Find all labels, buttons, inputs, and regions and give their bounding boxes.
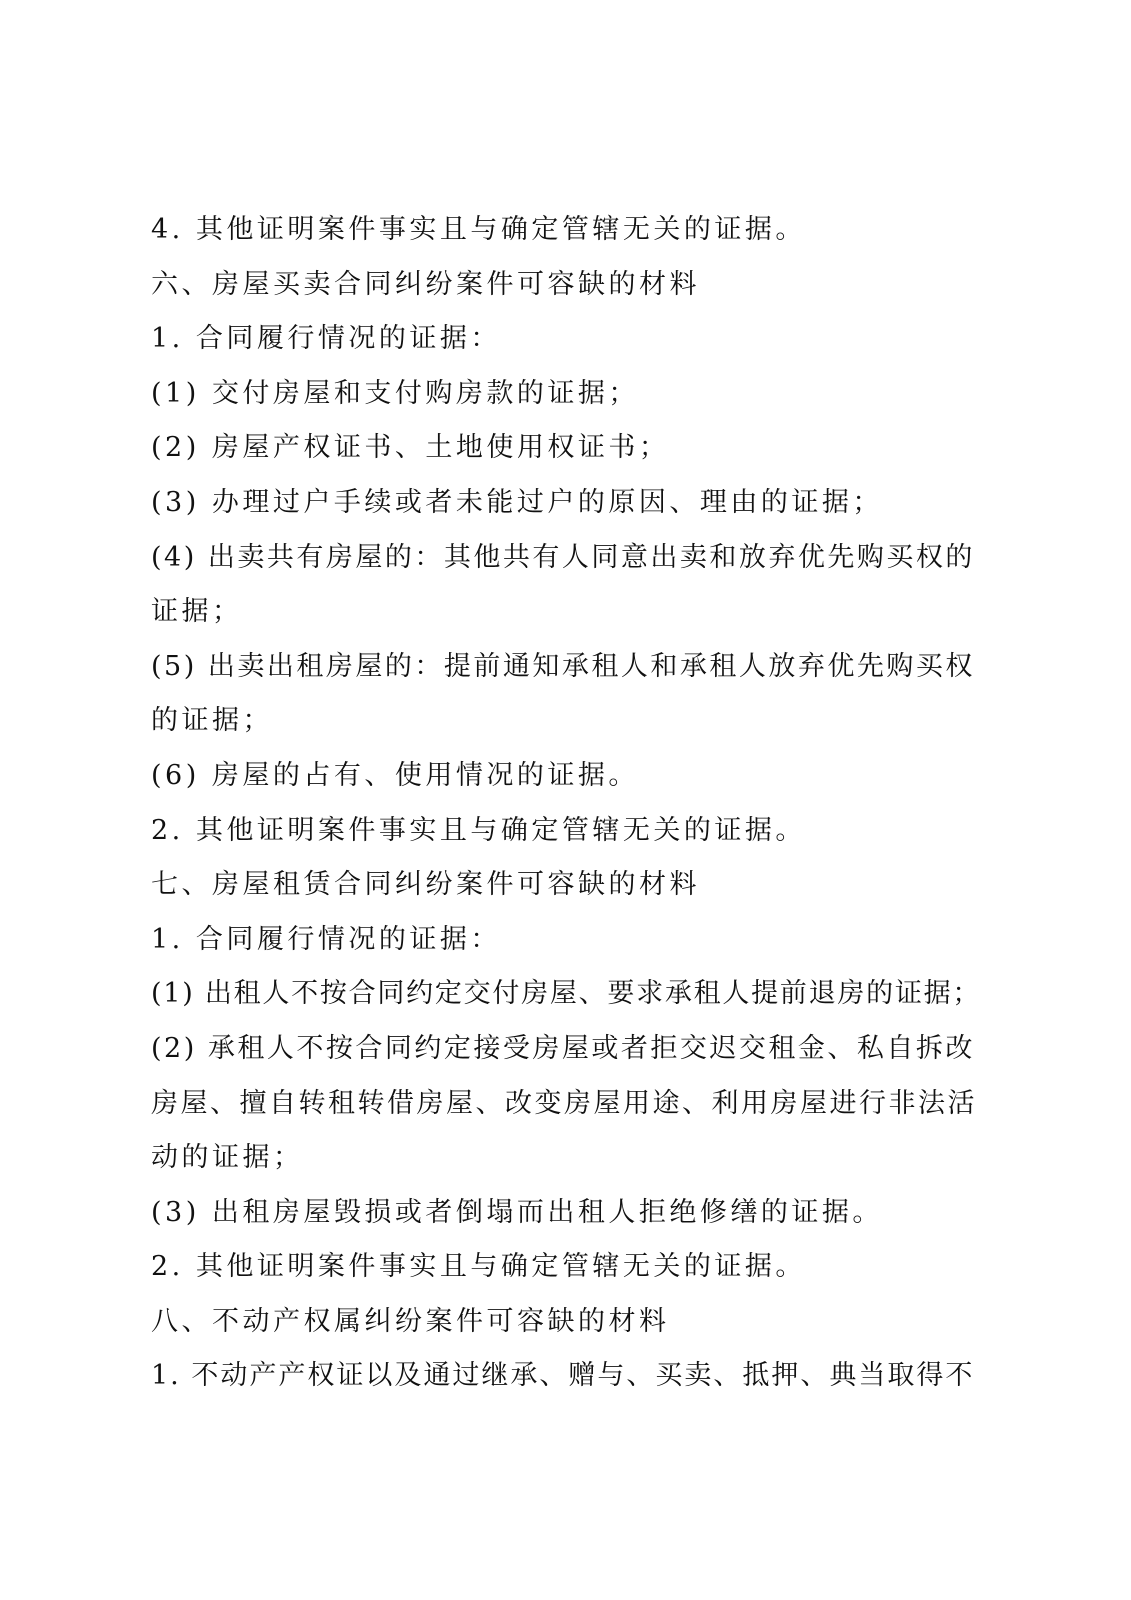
sub-item-5: (5) 出卖出租房屋的：提前通知承租人和承租人放弃优先购买权 bbox=[151, 650, 975, 682]
sub-item-5-continued: 的证据； bbox=[151, 705, 273, 737]
list-item-1-contract-performance: 1. 合同履行情况的证据： bbox=[151, 323, 501, 355]
sub-item-3: (3) 出租房屋毁损或者倒塌而出租人拒绝修缮的证据。 bbox=[151, 1196, 883, 1228]
sub-item-6: (6) 房屋的占有、使用情况的证据。 bbox=[151, 759, 639, 791]
section-heading-8: 八、不动产权属纠纷案件可容缺的材料 bbox=[151, 1305, 670, 1337]
sub-item-1: (1) 交付房屋和支付购房款的证据； bbox=[151, 377, 639, 409]
sub-item-4-continued: 证据； bbox=[151, 596, 243, 628]
list-item-2-other-evidence: 2. 其他证明案件事实且与确定管辖无关的证据。 bbox=[151, 1251, 806, 1283]
list-item-1-contract-performance: 1. 合同履行情况的证据： bbox=[151, 923, 501, 955]
sub-item-2: (2) 房屋产权证书、土地使用权证书； bbox=[151, 432, 670, 464]
list-item-2-other-evidence: 2. 其他证明案件事实且与确定管辖无关的证据。 bbox=[151, 814, 806, 846]
section-heading-6: 六、房屋买卖合同纠纷案件可容缺的材料 bbox=[151, 268, 700, 300]
sub-item-1: (1) 出租人不按合同约定交付房屋、要求承租人提前退房的证据； bbox=[151, 978, 982, 1010]
section-heading-7: 七、房屋租赁合同纠纷案件可容缺的材料 bbox=[151, 869, 700, 901]
sub-item-2: (2) 承租人不按合同约定接受房屋或者拒交迟交租金、私自拆改 bbox=[151, 1032, 975, 1064]
sub-item-2-continued: 房屋、擅自转租转借房屋、改变房屋用途、利用房屋进行非法活 bbox=[151, 1087, 977, 1119]
list-item-1-property-certificate: 1. 不动产产权证以及通过继承、赠与、买卖、抵押、典当取得不 bbox=[151, 1360, 975, 1392]
sub-item-3: (3) 办理过户手续或者未能过户的原因、理由的证据； bbox=[151, 486, 883, 518]
list-item-4-other-evidence: 4. 其他证明案件事实且与确定管辖无关的证据。 bbox=[151, 214, 806, 245]
document-body bbox=[151, 203, 981, 1404]
sub-item-4: (4) 出卖共有房屋的：其他共有人同意出卖和放弃优先购买权的 bbox=[151, 541, 975, 573]
sub-item-2-continued: 动的证据； bbox=[151, 1142, 304, 1174]
